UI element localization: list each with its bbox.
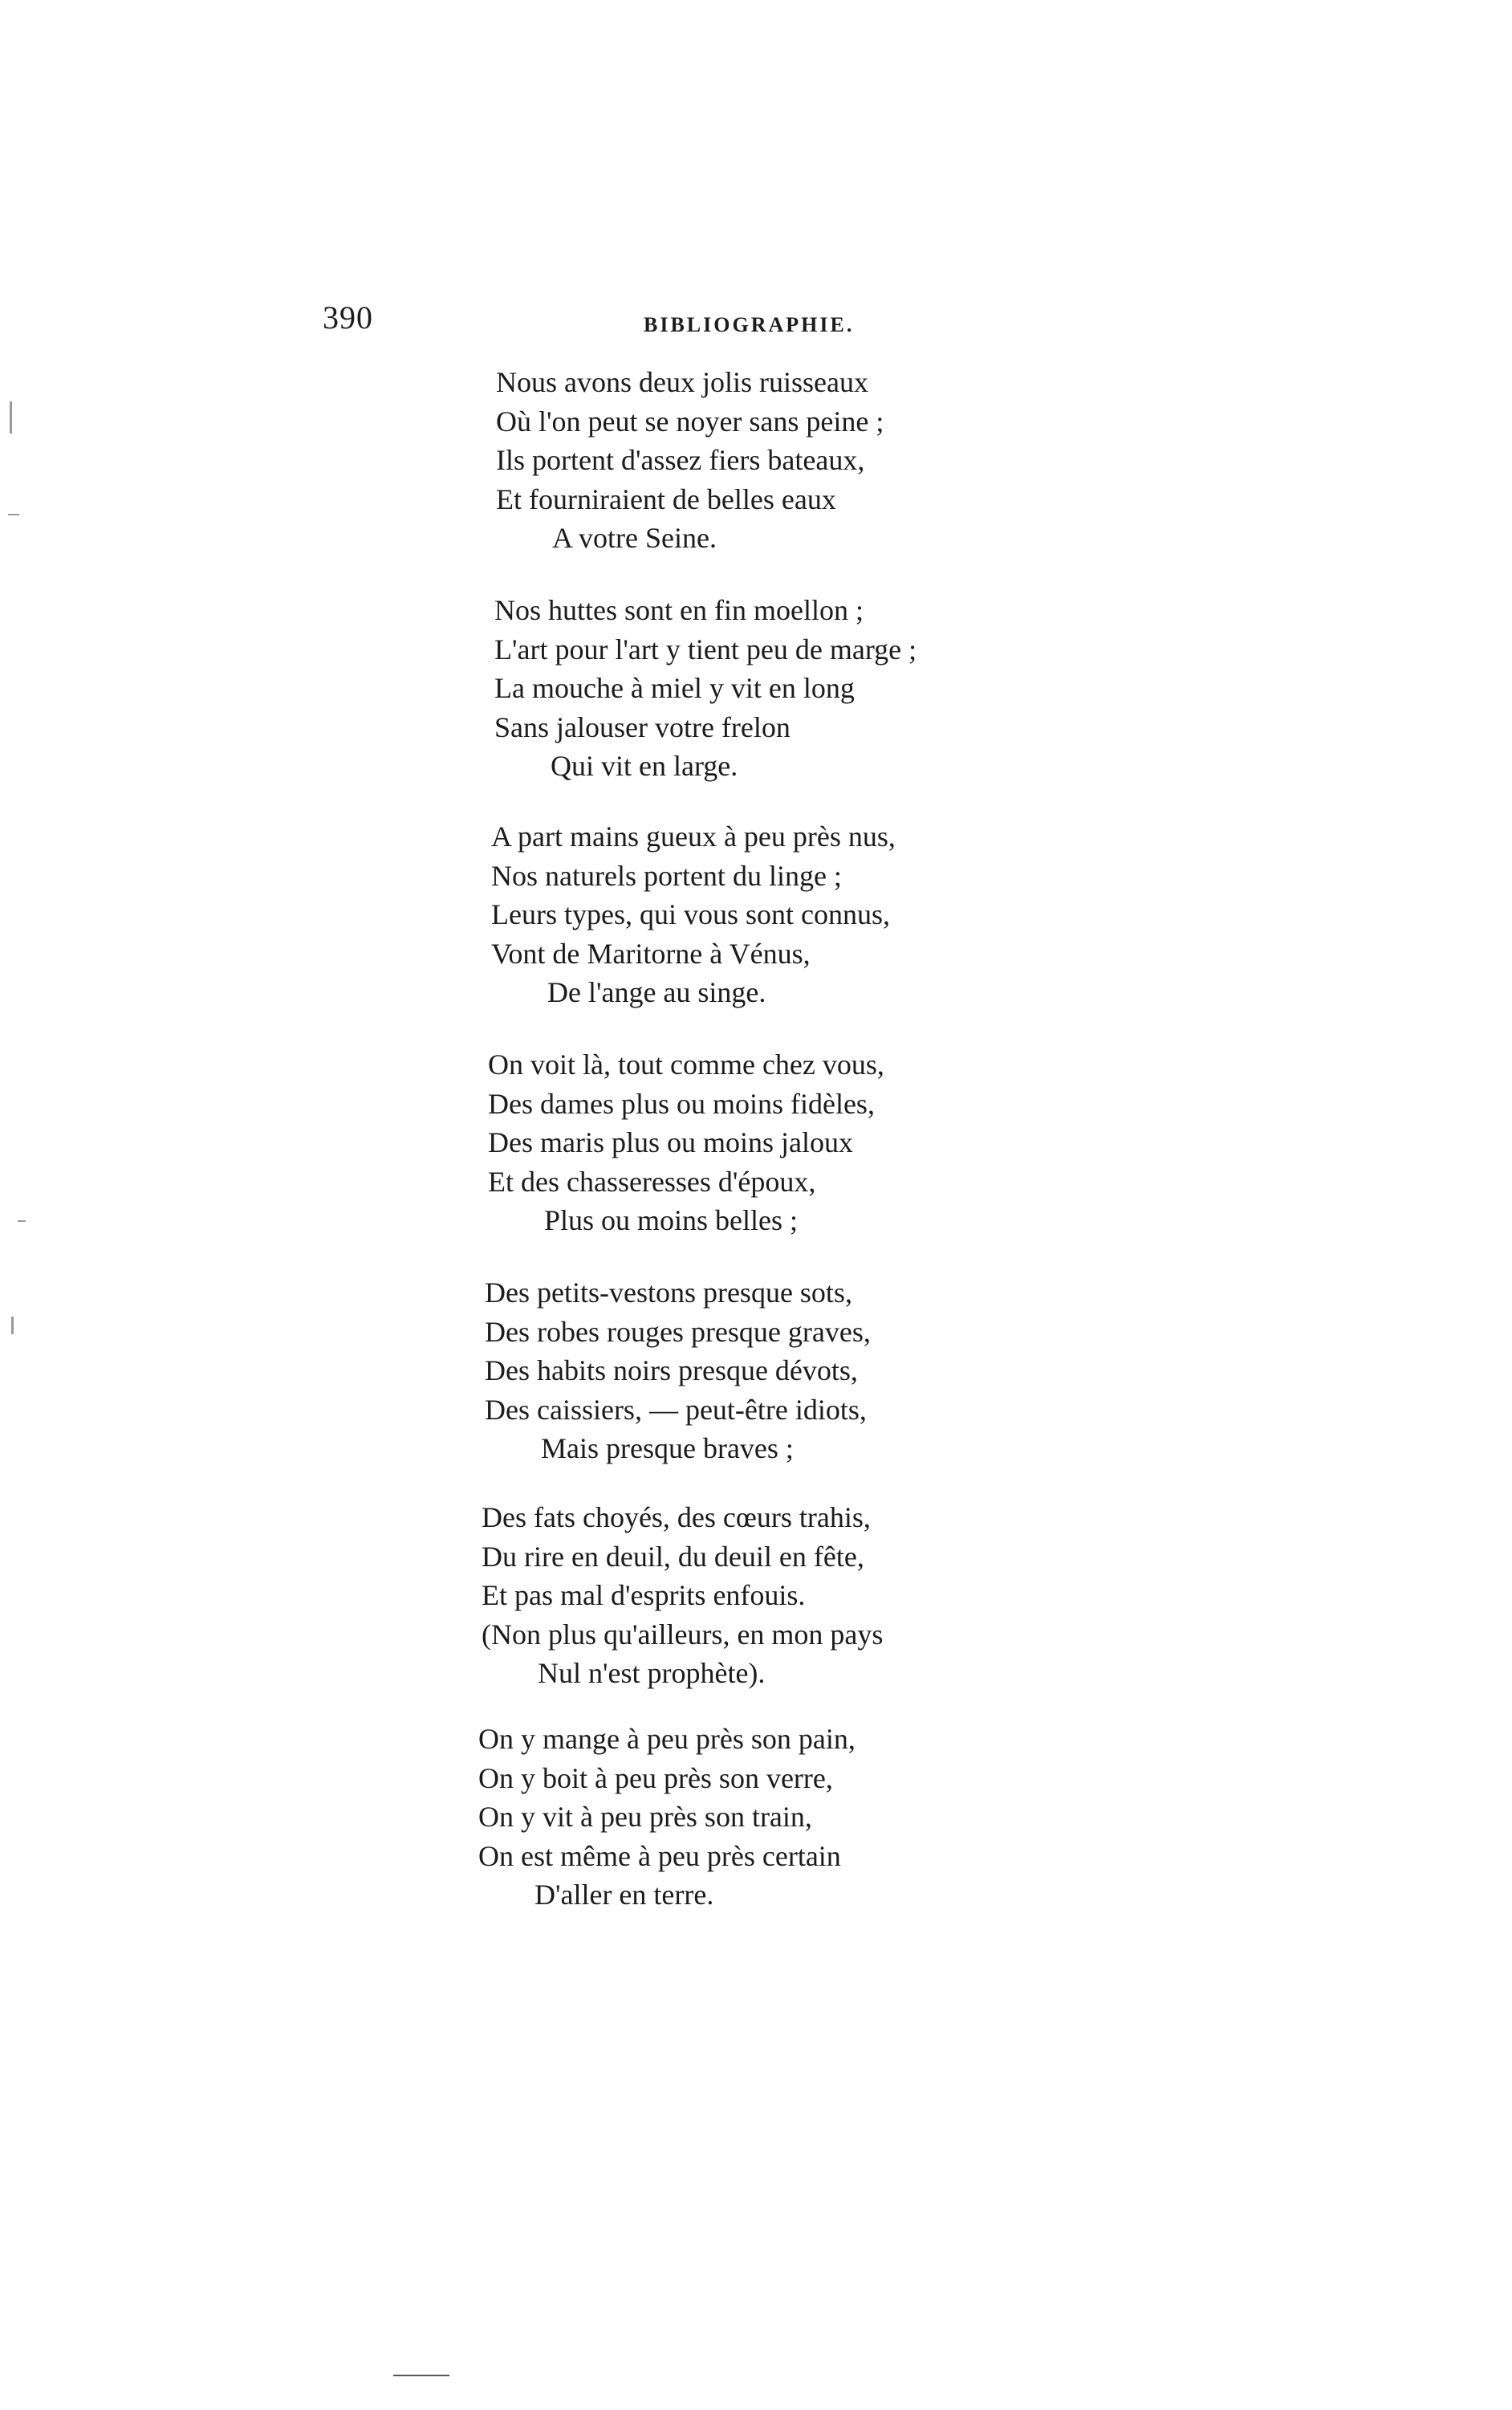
poem-line: On est même à peu près certain — [478, 1839, 841, 1872]
page-number: 390 — [323, 299, 373, 336]
poem-line: Nous avons deux jolis ruisseaux — [496, 366, 868, 398]
poem-refrain-line: Plus ou moins belles ; — [544, 1204, 799, 1236]
stanza-1 — [496, 363, 884, 558]
stanza-3 — [491, 817, 896, 1012]
stanza-2 — [494, 591, 917, 786]
poem-line: On y boit à peu près son verre, — [478, 1761, 833, 1794]
poem-line: Nos huttes sont en fin moellon ; — [494, 594, 864, 626]
poem-line: Des robes rouges presque graves, — [485, 1315, 871, 1348]
poem-line: Des dames plus ou moins fidèles, — [488, 1087, 875, 1120]
footer-rule — [393, 2375, 449, 2376]
poem-line: Du rire en deuil, du deuil en fête, — [482, 1540, 864, 1573]
poem-line: La mouche à miel y vit en long — [494, 672, 855, 704]
poem-line: Des maris plus ou moins jaloux — [488, 1126, 853, 1158]
poem-line: On voit là, tout comme chez vous, — [488, 1048, 884, 1081]
poem-line: Et des chasseresses d'époux, — [488, 1165, 816, 1198]
poem-refrain-line: A votre Seine. — [552, 522, 717, 554]
scan-speck — [18, 1220, 26, 1222]
scan-speck — [11, 1317, 14, 1334]
poem-line: (Non plus qu'ailleurs, en mon pays — [482, 1618, 884, 1651]
poem-line: Et fourniraient de belles eaux — [496, 482, 836, 515]
poem-refrain-line: Nul n'est prophète). — [538, 1657, 766, 1689]
poem-line: Des petits-vestons presque sots, — [485, 1276, 852, 1309]
poem-line: Sans jalouser votre frelon — [494, 710, 791, 743]
running-title: BIBLIOGRAPHIE. — [644, 313, 855, 336]
poem-line: Vont de Maritorne à Vénus, — [491, 937, 811, 970]
poem-refrain-line: D'aller en terre. — [534, 1879, 714, 1911]
poem-line: Des habits noirs presque dévots, — [485, 1354, 858, 1386]
poem-line: On y vit à peu près son train, — [478, 1801, 812, 1833]
poem-line: On y mange à peu près son pain, — [478, 1723, 856, 1755]
stanza-4 — [488, 1045, 884, 1240]
stanza-6 — [482, 1498, 883, 1693]
poem-refrain-line: Qui vit en large. — [551, 750, 738, 782]
scan-speck — [10, 401, 12, 434]
poem-refrain-line: Mais presque braves ; — [541, 1432, 794, 1464]
poem-line: Nos naturels portent du linge ; — [491, 859, 842, 892]
poem-line: A part mains gueux à peu près nus, — [491, 820, 896, 853]
poem-line: Ils portent d'assez fiers bateaux, — [496, 444, 865, 476]
poem-refrain-line: De l'ange au singe. — [547, 976, 766, 1008]
poem-line: L'art pour l'art y tient peu de marge ; — [494, 633, 917, 666]
poem-line: Et pas mal d'esprits enfouis. — [482, 1579, 806, 1611]
poem-line: Où l'on peut se noyer sans peine ; — [496, 405, 884, 438]
stanza-5 — [485, 1273, 871, 1468]
poem-line: Des fats choyés, des cœurs trahis, — [482, 1501, 871, 1533]
poem-line: Leurs types, qui vous sont connus, — [491, 898, 890, 930]
poem-line: Des caissiers, — peut-être idiots, — [485, 1393, 867, 1426]
scan-speck — [8, 514, 19, 515]
stanza-7 — [478, 1720, 856, 1915]
